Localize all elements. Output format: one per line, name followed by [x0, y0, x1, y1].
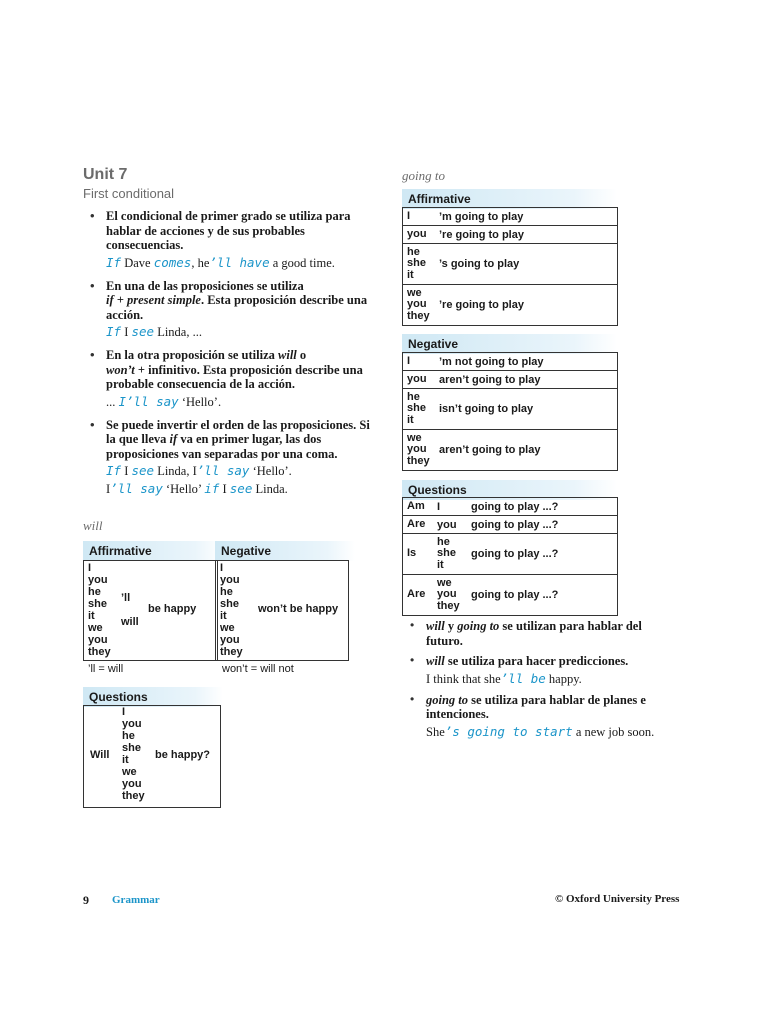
going-affirmative-header: Affirmative: [402, 189, 617, 209]
rule-text: • En una de las proposiciones se utiliza if + present simple. Esta proposición describe una acción.: [106, 278, 368, 322]
will-negative-header: Negative: [215, 541, 355, 561]
page-number: 9: [83, 893, 89, 907]
usage-item: • will se utiliza para hacer predicciones. I think that she’ll be happy.: [410, 654, 670, 687]
will-negative-table: [215, 560, 349, 661]
table-row: we you they aren’t going to play: [407, 431, 541, 467]
negative-note: won’t = will not: [222, 663, 294, 675]
auxiliary-will: Will: [90, 749, 110, 761]
pronoun-list: I you he she it we you they: [88, 562, 111, 658]
table-row: you aren’t going to play: [403, 371, 617, 389]
table-row: we you they ’re going to play: [407, 286, 524, 322]
table-row: he she it isn’t going to play: [403, 389, 617, 430]
rule-item: [90, 418, 380, 498]
example-sentence: ... I’ll say ‘Hello’.: [106, 393, 222, 409]
pronoun-list: I you he she it we you they: [220, 562, 243, 658]
rule-item: [90, 279, 380, 341]
rule-text: • En la otra proposición se utiliza will o won’t + infinitivo. Esta proposición describe una probable consecuencia de la acción.: [106, 348, 363, 391]
usage-item: • going to se utiliza para hablar de planes e intenciones. She’s going to start a new job soon.: [410, 693, 670, 740]
table-row: he she it ’s going to play: [403, 244, 617, 285]
verb-phrase: be happy: [148, 603, 197, 615]
rule-text: • El condicional de primer grado se utiliza para hablar de acciones y de sus probables consecuencias.: [106, 209, 351, 252]
table-row: Is he she it going to play ...?: [403, 534, 617, 575]
will-affirmative-table: [83, 560, 218, 661]
rule-text: • Se puede invertir el orden de las proposiciones. Si la que lleva if va en primer lugar, las dos proposiciones van separadas por una coma.: [106, 417, 370, 461]
going-affirmative-table: [402, 207, 618, 326]
rules-list: [90, 209, 380, 505]
table-row: you ’re going to play: [403, 226, 617, 244]
contraction-ll: ’ll: [121, 592, 131, 604]
copyright: © Oxford University Press: [555, 893, 680, 905]
example-sentence: If I see Linda, I’ll say ‘Hello’.: [106, 463, 292, 478]
pronoun-list: I you he she it we you they: [122, 706, 145, 802]
will-questions-header: Questions: [83, 687, 223, 707]
will-heading: will: [83, 518, 103, 533]
auxiliary-will: will: [121, 616, 139, 628]
unit-title: Unit 7: [83, 166, 128, 183]
usage-item: • will y going to se utilizan para hablar del futuro.: [410, 619, 670, 648]
example-sentence: I think that she’ll be happy.: [426, 670, 582, 686]
example-sentence: I’ll say ‘Hello’ if I see Linda.: [106, 481, 288, 496]
usage-list: [410, 619, 670, 748]
going-questions-header: Questions: [402, 480, 617, 500]
going-negative-table: [402, 352, 618, 471]
affirmative-note: ’ll = will: [88, 663, 124, 675]
going-questions-table: [402, 497, 618, 616]
going-to-heading: going to: [402, 168, 445, 183]
unit-subtitle: First conditional: [83, 186, 175, 201]
will-affirmative-header: Affirmative: [83, 541, 223, 561]
section-label: Grammar: [112, 894, 160, 906]
example-sentence: If Dave comes, he’ll have a good time.: [106, 254, 335, 270]
rule-item: [90, 209, 380, 271]
table-row: Am I going to play ...?: [403, 498, 617, 516]
rule-item: [90, 348, 380, 410]
going-negative-header: Negative: [402, 334, 617, 354]
verb-phrase: be happy?: [155, 749, 211, 761]
example-sentence: If I see Linda, ...: [106, 324, 202, 339]
table-row: Are we you they going to play ...?: [407, 576, 559, 612]
verb-phrase: won’t be happy: [258, 603, 339, 615]
example-sentence: She’s going to start a new job soon.: [426, 723, 655, 739]
will-questions-table: [83, 705, 221, 808]
table-row: I ’m going to play: [403, 208, 617, 226]
table-row: Are you going to play ...?: [403, 516, 617, 534]
table-row: I ’m not going to play: [403, 353, 617, 371]
